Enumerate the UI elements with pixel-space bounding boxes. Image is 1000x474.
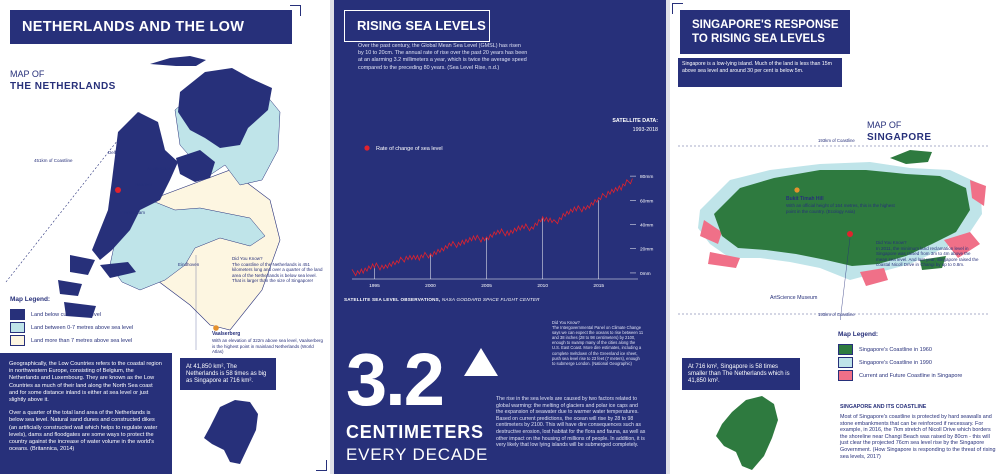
corner-decoration — [316, 460, 327, 471]
legend-label: Singapore's Coastline in 1960 — [859, 346, 932, 353]
singapore-title-line-2: TO RISING SEA LEVELS — [692, 33, 825, 45]
city-amsterdam: Amsterdam — [147, 166, 171, 171]
legend-label: Land between 0-7 metres above sea level — [31, 324, 134, 331]
netherlands-title: NETHERLANDS AND THE LOW COUNTRIES — [10, 10, 292, 44]
chart-svg — [338, 114, 666, 294]
netherlands-map — [0, 50, 330, 350]
singapore-panel — [670, 0, 1000, 474]
singapore-description: Singapore is a low-lying island. Much of the land is less than 15m above sea level and around 30 per cent is below 5m. — [678, 58, 842, 87]
period-label: EVERY DECADE — [346, 445, 489, 464]
artscience-marker — [847, 231, 853, 237]
legend-label: Land below current sea level — [31, 311, 102, 318]
coastline-label-top: 193km of Coastline — [818, 138, 855, 143]
sg-legend-title: Map Legend: — [838, 331, 879, 338]
nl-legend-item — [10, 335, 132, 346]
caption-source: NASA GODDARD SPACE FLIGHT CENTER — [441, 297, 540, 302]
up-arrow-icon — [464, 348, 498, 376]
vaalserberg-name: Vaalserberg — [212, 331, 241, 337]
big-number: 3.2 — [346, 338, 443, 421]
map-title-line-1: MAP OF — [10, 69, 45, 79]
x-tick-label: 2015 — [593, 284, 605, 289]
sea-level-line — [352, 179, 632, 276]
city-rotterdam: Rotterdam — [124, 210, 146, 215]
legend-swatch — [10, 309, 25, 320]
y-tick-label: 40mm — [640, 223, 654, 229]
legend-label: Land more than 7 metres above sea level — [31, 337, 133, 344]
singapore-title-line-1: SINGAPORE'S RESPONSE — [692, 19, 839, 31]
sg-legend-item — [838, 357, 932, 368]
chart-legend-label: Rate of change of sea level — [376, 146, 443, 152]
sg-mini-shape — [716, 396, 778, 470]
x-tick-label: 2000 — [425, 284, 436, 289]
legend-swatch — [838, 357, 853, 368]
caption-bold: SATELLITE SEA LEVEL OBSERVATIONS, — [344, 297, 441, 302]
y-tick-label: 60mm — [640, 199, 654, 205]
legend-swatch — [838, 370, 853, 381]
singapore-title — [680, 10, 850, 54]
satellite-years: 1993-2018 — [632, 127, 658, 133]
sg-map-title-line-2: SINGAPORE — [867, 132, 932, 143]
nl-legend-item — [10, 322, 133, 333]
map-title-line-2: THE NETHERLANDS — [10, 81, 116, 92]
x-tick-label: 2005 — [481, 284, 492, 289]
nl-legend-title: Map Legend: — [10, 296, 51, 303]
legend-swatch — [10, 335, 25, 346]
coastline-label: 451km of Coastline — [34, 158, 73, 163]
chart-caption — [344, 297, 540, 302]
sealevel-description: Over the past century, the Global Mean Sea Level (GMSL) has risen by 10 to 20cm. The annual rate of rise over the past 20 years has been at an alarming 3.2 millimeters a year, which is twice the average speed compared to the preceding 80 years. (Sea Level Rise, n.d.) — [358, 43, 528, 71]
bukit-name: Bukit Timah Hill — [786, 196, 824, 202]
vaalserberg-marker — [213, 325, 219, 331]
haarlem-marker — [115, 187, 121, 193]
legend-swatch — [838, 344, 853, 355]
nl-body-text — [0, 353, 172, 474]
nl-body-paragraph-1: Geographically, the Low Countries refers to the coastal region in northwestern Europe, consisting of Belgium, the Netherlands and Luxembourg. They are known as the Low Countries as much of their land along the North Sea coast and for some distance inland is either at sea level or just slightly above it. — [9, 361, 162, 404]
coast-heading: SINGAPORE AND ITS COASTLINE — [840, 404, 927, 410]
wadden-islands — [150, 56, 206, 66]
sg-size-compare: At 716 km², Singapore is 58 times smaller than The Netherlands which is 41,850 km². — [682, 358, 800, 390]
sea-level-chart — [338, 114, 666, 294]
bukit-text: With an official height of 164 metres, this is the highest point in the country. (Ecology Asia) — [786, 203, 895, 214]
sealevel-body-text: The rise in the sea levels are caused by two factors related to global warming: the melting of glaciers and polar ice caps and the expansion of seawater due to warmer water temperatures. Based on current predictions, the ocean will rise by 28 to 98 centimeters by 2100. This will have dire consequences such as destructive erosion, lost habitat for the flora and fauna, as well as other impact on the housing of millions of people. In addition, it is very likely that low lying islands will be submerged completely. — [496, 396, 646, 449]
y-tick-label: 0mm — [640, 271, 651, 277]
nl-mini-shape — [204, 400, 258, 464]
sealevel-title: RISING SEA LEVELS — [344, 10, 490, 42]
y-tick-label: 80mm — [640, 175, 654, 181]
city-haarlem: Haarlem — [135, 182, 153, 187]
corner-decoration — [290, 5, 301, 16]
sg-legend-item — [838, 344, 932, 355]
netherlands-panel — [0, 0, 330, 474]
x-tick-label: 2010 — [537, 284, 549, 289]
museum-label: ArtScience Museum — [770, 295, 818, 301]
y-tick-label: 20mm — [640, 247, 654, 253]
singapore-map — [670, 140, 1000, 320]
legend-swatch — [10, 322, 25, 333]
sg-map-title-line-1: MAP OF — [867, 120, 902, 130]
sg-legend-item — [838, 370, 962, 381]
sealevel-did-you-know: Did You Know? The Intergovernmental Panel on Climate Change says we can expect the oceans to rise between 11 and 38 inches (28 to 98 centimeters) by 2100, enough to swamp many of the cities along the U.S. East Coast. More dire estimates, including a complete meltdown of the Greenland ice sheet, push sea level rise to 23 feet (7 meters), enough to submerge London. (National Geographic) — [552, 320, 644, 366]
legend-marker — [364, 145, 369, 150]
legend-label: Singapore's Coastline in 1990 — [859, 359, 932, 366]
unit-label: CENTIMETERS — [346, 422, 484, 442]
legend-label: Current and Future Coastline in Singapore — [859, 372, 963, 379]
bukit-timah-marker — [794, 187, 799, 192]
chart-series — [352, 179, 632, 276]
sg-mini-map — [688, 390, 798, 474]
city-delft: Delft — [108, 150, 118, 155]
vaalserberg-text: With an elevation of 322m above sea level, Vaalserberg is the highest point in mainland Netherlands (World Atlas) — [212, 338, 323, 354]
nl-did-you-know: Did You Know? The coastline of the Netherlands is 451 kilometers long and over a quarter of the land area of the Netherlands is below sea level. That is larger than the size of Singapore! — [232, 256, 323, 283]
nl-mini-map — [190, 392, 270, 472]
x-tick-label: 1995 — [369, 284, 380, 289]
city-eindhoven: Eindhoven — [178, 262, 200, 267]
sealevel-panel — [334, 0, 666, 474]
sg-did-you-know: Did You Know? In 2011, the minimum land reclamation level in Singapore was raised from 3m to 4m above the mean sea level. And last year, Singapore raised the coastal Nicoll Drive in Changi by up to 0.8m. — [876, 240, 979, 267]
coastline-label-bottom: 193km of Coastline — [818, 312, 855, 317]
nl-body-paragraph-2: Over a quarter of the total land area of the Netherlands is below sea level. Natural sand dunes and constructed dikes (an artificially constructed wall which helps to regulate water levels), dams and floodgates are some ways to protect the country against the increase of water volume in the world's oceans. (Britannica, 2014) — [9, 410, 158, 453]
satellite-title: SATELLITE DATA: — [612, 118, 658, 124]
coast-text: Most of Singapore's coastline is protected by hard seawalls and stone embankments that can be reinforced if necessary. For example, in 2016, the 7km stretch of Nicoll Drive which borders the shoreline near Changi Beach was raised by 80cm - this will just clear the projected 76cm sea level rise by the Singapore Government. (How Singapore is responding to the threat of rising sea levels, 2017) — [840, 414, 996, 460]
nl-legend-item — [10, 309, 101, 320]
nl-size-compare: At 41,850 km², The Netherlands is 58 times as big as Singapore at 716 km². — [180, 358, 276, 390]
